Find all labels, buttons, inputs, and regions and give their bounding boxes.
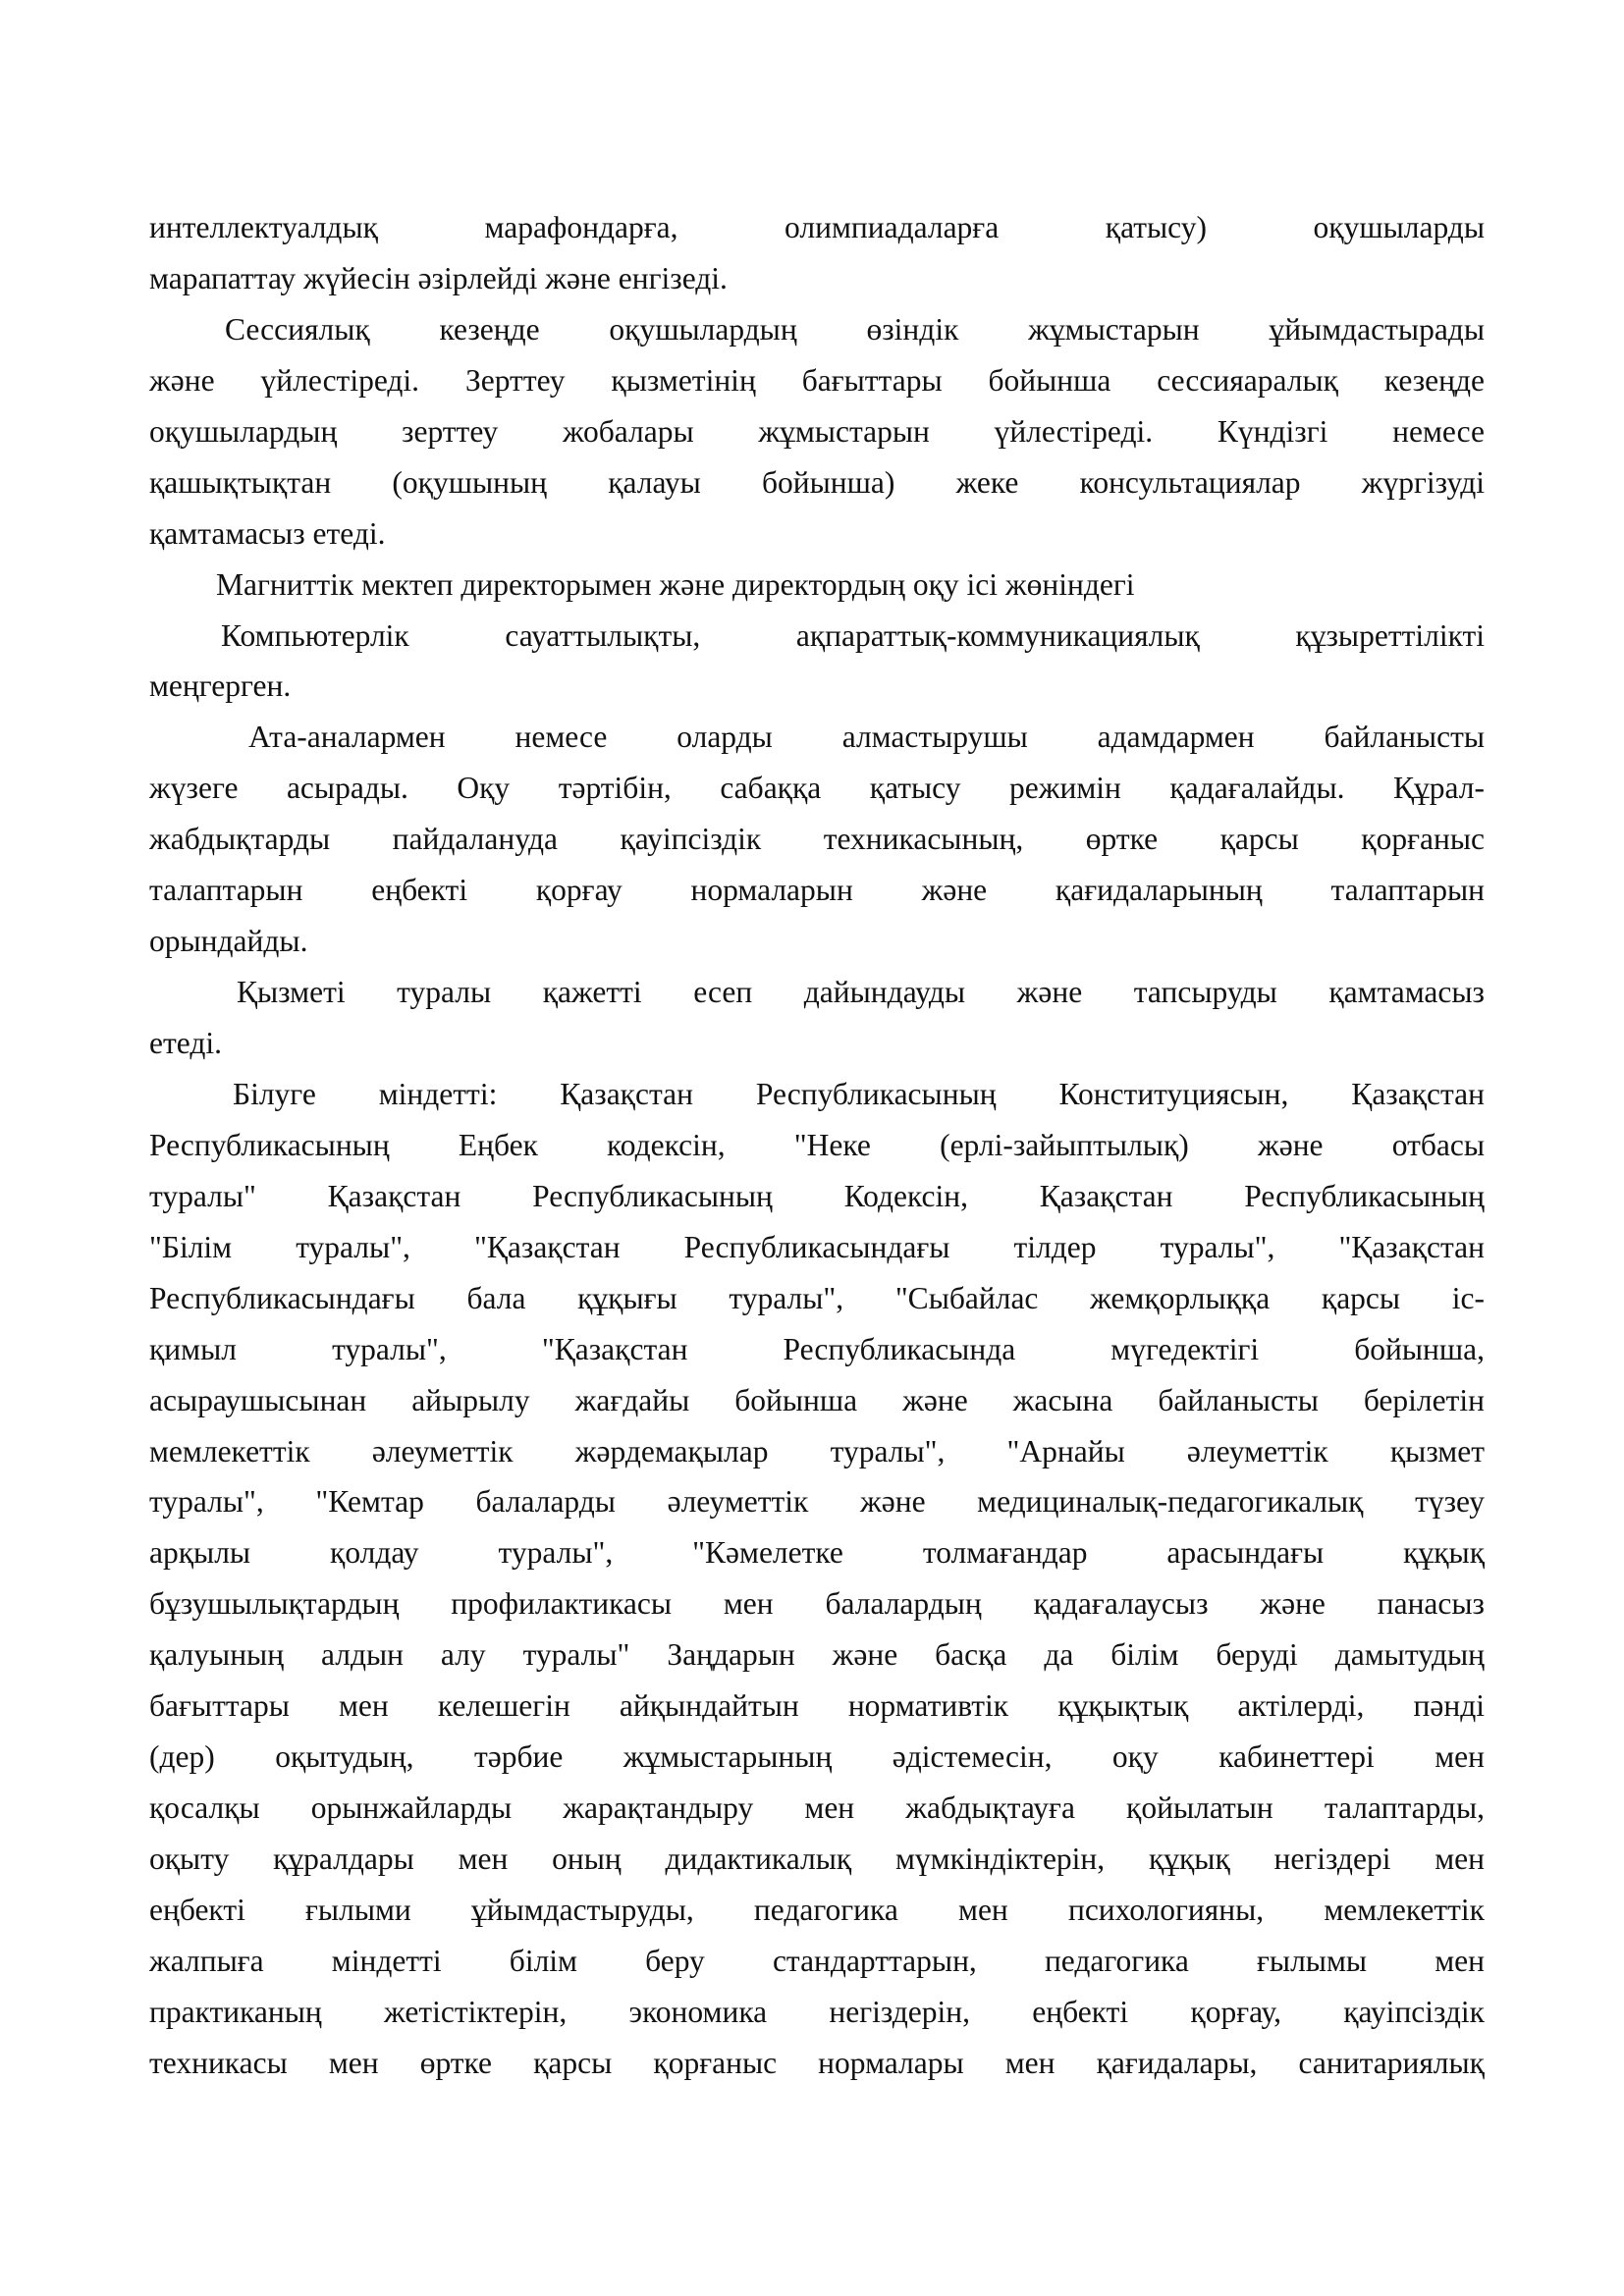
paragraph-start-line: Магниттік мектеп директорымен және директордың оқу ісі жөніндегі — [216, 566, 1135, 602]
text-line: техникасы мен өртке қарсы қорғаныс нормалары мен қағидалары, санитариялық — [149, 2045, 1485, 2080]
text-line: талаптарын еңбекті қорғау нормаларын және қағидаларының талаптарын — [149, 873, 1485, 908]
text-line: марапаттау жүйесін әзірлейді және енгізеді. — [149, 260, 728, 295]
text-line: асыраушысынан айырылу жағдайы бойынша және жасына байланысты берілетін — [149, 1382, 1485, 1417]
paragraph-start-line: Компьютерлік сауаттылықты, ақпараттық-коммуникациялық құзыреттілікті — [221, 617, 1485, 653]
text-line: оқушылардың зерттеу жобалары жұмыстарын үйлестіреді. Күндізгі немесе — [149, 413, 1485, 449]
text-line: қалуының алдын алу туралы" Заңдарын және басқа да білім беруді дамытудың — [149, 1637, 1485, 1673]
text-line: орындайды. — [149, 924, 308, 959]
text-line: бұзушылықтардың профилактикасы мен балалардың қадағалаусыз және панасыз — [149, 1586, 1485, 1622]
text-line: Республикасының Еңбек кодексін, "Неке (ерлі-зайыптылық) және отбасы — [149, 1127, 1485, 1162]
text-line: (дер) оқытудың, тәрбие жұмыстарының әдістемесін, оқу кабинеттері мен — [149, 1739, 1485, 1775]
paragraph-start-line: Қызметі туралы қажетті есеп дайындауды және тапсыруды қамтамасыз — [237, 975, 1485, 1010]
text-line: интеллектуалдық марафондарға, олимпиадаларға қатысу) оқушыларды — [149, 210, 1485, 244]
text-line: жалпыға міндетті білім беру стандарттарын, педагогика ғылымы мен — [149, 1943, 1485, 1978]
paragraph-start-line: Ата-аналармен немесе оларды алмастырушы адамдармен байланысты — [248, 720, 1485, 755]
paragraph-start-line: Сессиялық кезеңде оқушылардың өзіндік жұмыстарын ұйымдастырады — [225, 311, 1485, 347]
text-line: қамтамасыз етеді. — [149, 515, 386, 551]
text-line: қашықтықтан (оқушының қалауы бойынша) жеке консультациялар жүргізуді — [149, 464, 1485, 500]
text-line: етеді. — [149, 1026, 222, 1060]
text-line: туралы" Қазақстан Республикасының Кодексін, Қазақстан Республикасының — [149, 1178, 1485, 1213]
text-line: Республикасындағы бала құқығы туралы", "Сыбайлас жемқорлыққа қарсы іс- — [149, 1280, 1485, 1315]
document-body — [149, 202, 1485, 2089]
text-line: бағыттары мен келешегін айқындайтын нормативтік құқықтық актілерді, пәнді — [149, 1688, 1485, 1724]
text-line: қимыл туралы", "Қазақстан Республикасында мүгедектігі бойынша, — [149, 1331, 1485, 1366]
text-line: арқылы қолдау туралы", "Кәмелетке толмағандар арасындағы құқық — [149, 1535, 1485, 1571]
text-line: жүзеге асырады. Оқу тәртібін, сабаққа қатысу режимін қадағалайды. Құрал- — [149, 771, 1485, 806]
text-line: жабдықтарды пайдалануда қауіпсіздік техникасының, өртке қарсы қорғаныс — [149, 822, 1485, 857]
text-line: "Білім туралы", "Қазақстан Республикасындағы тілдер туралы", "Қазақстан — [149, 1229, 1485, 1264]
text-line: туралы", "Кемтар балаларды әлеуметтік және медициналық-педагогикалық түзеу — [149, 1484, 1485, 1520]
text-line: және үйлестіреді. Зерттеу қызметінің бағыттары бойынша сессияаралық кезеңде — [149, 362, 1485, 398]
text-line: меңгерген. — [149, 668, 292, 704]
text-line: мемлекеттік әлеуметтік жәрдемақылар туралы", "Арнайы әлеуметтік қызмет — [149, 1433, 1485, 1468]
text-line: практиканың жетістіктерін, экономика негіздерін, еңбекті қорғау, қауіпсіздік — [149, 1994, 1485, 2029]
text-line: қосалқы орынжайларды жарақтандыру мен жабдықтауға қойылатын талаптарды, — [149, 1790, 1485, 1826]
text-line: еңбекті ғылыми ұйымдастыруды, педагогика мен психологияны, мемлекеттік — [149, 1892, 1485, 1927]
text-line: оқыту құралдары мен оның дидактикалық мүмкіндіктерін, құқық негіздері мен — [149, 1842, 1485, 1876]
paragraph-start-line: Білуге міндетті: Қазақстан Республикасының Конституциясын, Қазақстан — [233, 1076, 1485, 1111]
